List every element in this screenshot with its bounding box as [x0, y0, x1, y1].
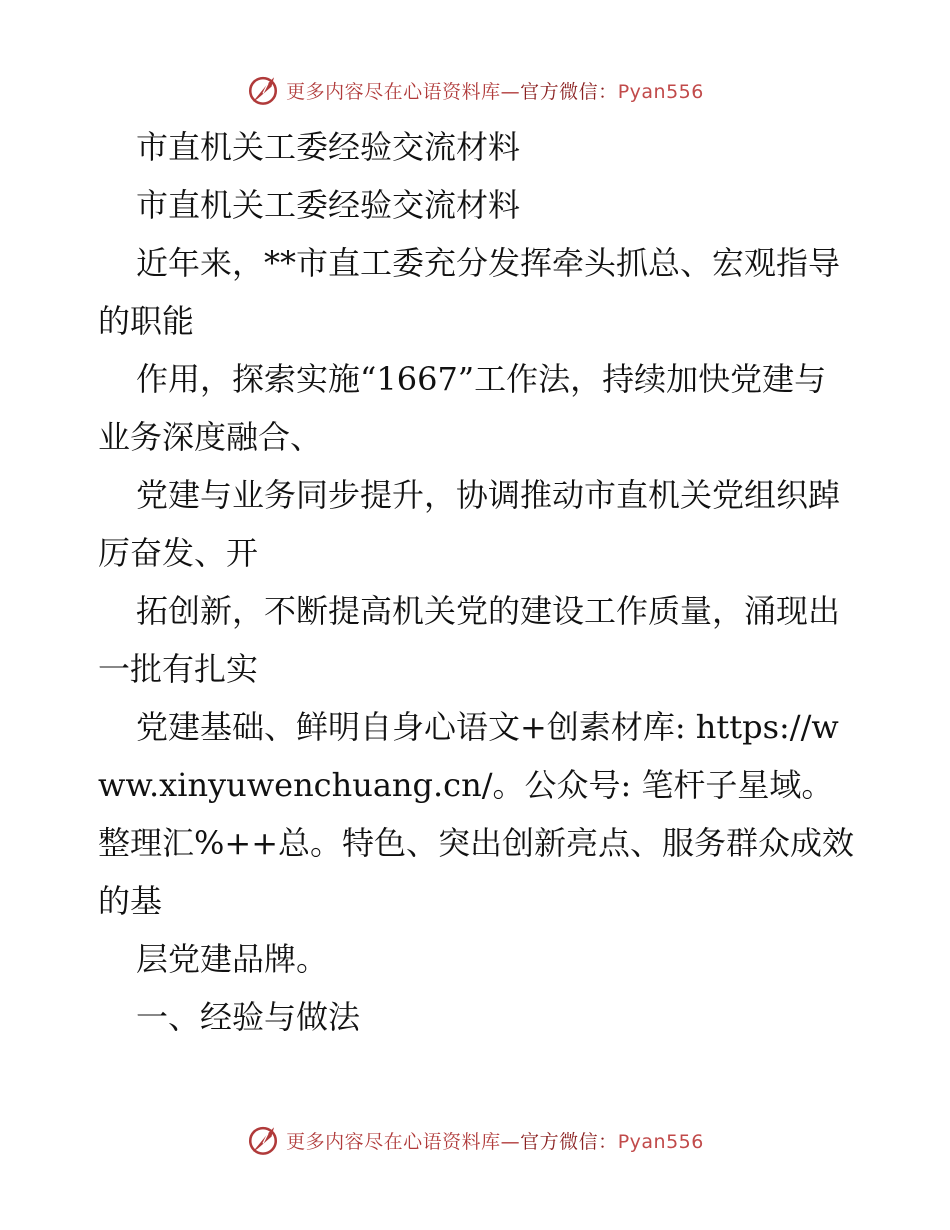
doc-paragraph: 层党建品牌。 — [136, 940, 329, 978]
footer-watermark-banner — [0, 1120, 950, 1160]
doc-paragraph: 党建基础、鲜明自身心语文+创素材库: https://www.xinyuwenchuang.cn/。公众号: 笔杆子星域。整理汇%++总。特色、突出创新亮点、服务群众成效的基 — [98, 708, 855, 920]
header-watermark-banner — [0, 70, 950, 110]
doc-title-repeat: 市直机关工委经验交流材料 — [136, 186, 521, 224]
document-body — [98, 118, 858, 1046]
doc-paragraph: 党建与业务同步提升，协调推动市直机关党组织踔厉奋发、开 — [98, 476, 841, 572]
quill-logo-icon — [246, 73, 280, 107]
doc-paragraph: 近年来，**市直工委充分发挥牵头抓总、宏观指导的职能 — [98, 244, 841, 340]
doc-paragraph: 拓创新，不断提高机关党的建设工作质量，涌现出一批有扎实 — [98, 592, 841, 688]
watermark-text: 更多内容尽在心语资料库—官方微信：Pyan556 — [286, 1130, 704, 1153]
watermark-text: 更多内容尽在心语资料库—官方微信：Pyan556 — [286, 80, 704, 103]
section-heading: 一、经验与做法 — [136, 998, 361, 1036]
quill-logo-icon — [246, 1123, 280, 1157]
doc-title: 市直机关工委经验交流材料 — [136, 128, 521, 166]
doc-paragraph: 作用，探索实施“1667”工作法，持续加快党建与业务深度融合、 — [98, 360, 827, 456]
